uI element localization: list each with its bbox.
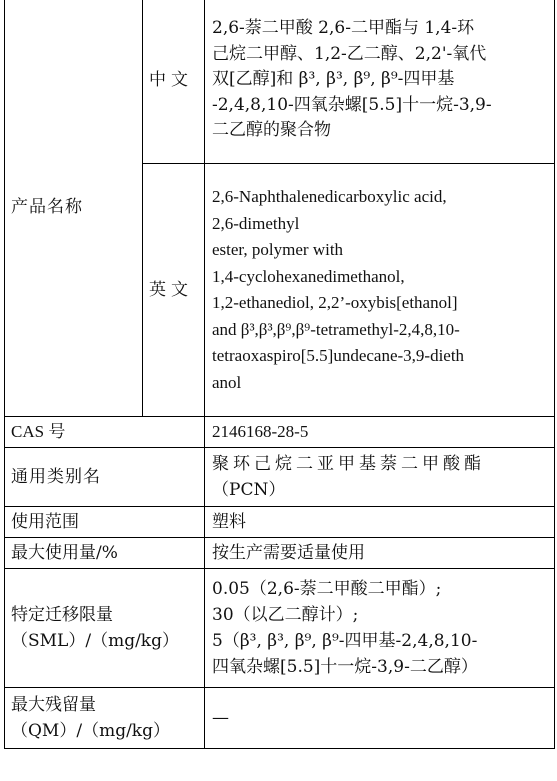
english-name-line: ester, polymer with [212,240,344,259]
english-name-line: 1,4-cyclohexanedimethanol, [212,266,405,286]
substance-info-table [4,0,555,749]
chinese-name-line: 双[乙醇]和 β³, β³, β⁹, β⁹-四甲基 [212,69,455,90]
row-max-use [5,538,555,569]
row-sml [5,569,555,688]
scope-value: 塑料 [205,507,555,538]
scope-label: 使用范围 [5,507,205,538]
english-name-value [205,164,555,417]
row-product-name-chinese [5,0,555,164]
max-use-value: 按生产需要适量使用 [205,538,555,569]
common-name-label: 通用类别名 [5,448,205,507]
english-name-line: 2,6-dimethyl [212,213,300,233]
chinese-name-line: 己烷二甲醇、1,2-乙二醇、2,2'-氧代 [212,43,487,64]
english-name-line: anol [212,372,242,392]
sml-value-line: 30（以乙二醇计）; [212,605,359,625]
chinese-name-line: 2,6-萘二甲酸 2,6-二甲酯与 1,4-环 [212,18,475,39]
common-name-value [205,448,555,507]
english-label: 英文 [143,164,205,417]
chinese-name-line: 二乙醇的聚合物 [212,120,331,141]
row-qm [5,688,555,749]
qm-label-line: 最大残留量 [11,695,96,715]
english-name-line: 1,2-ethanediol, 2,2’-oxybis[ethanol] [212,293,458,312]
english-name-line: 2,6-Naphthalenedicarboxylic acid, [212,187,447,206]
sml-value [205,569,555,688]
row-cas [5,417,555,448]
english-name-line: tetraoxaspiro[5.5]undecane-3,9-dieth [212,346,465,365]
sml-label [5,569,205,688]
row-scope [5,507,555,538]
common-name-line: （PCN） [212,480,286,500]
sml-label-line: （SML）/（mg/kg） [11,631,179,651]
product-name-label: 产品名称 [5,0,143,417]
cas-value: 2146168-28-5 [205,417,555,448]
sml-value-line: 0.05（2,6-萘二甲酸二甲酯）; [212,579,442,599]
english-name-line: and β³,β³,β⁹,β⁹-tetramethyl-2,4,8,10- [212,319,460,339]
cas-label: CAS 号 [5,417,205,448]
chinese-name-value [205,0,555,164]
chinese-name-line: -2,4,8,10-四氧杂螺[5.5]十一烷-3,9- [212,94,492,115]
qm-label [5,688,205,749]
row-common-name [5,448,555,507]
common-name-line: 聚环己烷二亚甲基萘二甲酸酯 [212,454,485,474]
sml-label-line: 特定迁移限量 [11,605,113,625]
sml-value-line: 四氧杂螺[5.5]十一烷-3,9-二乙醇） [212,657,478,677]
sml-value-line: 5（β³, β³, β⁹, β⁹-四甲基-2,4,8,10- [212,631,478,651]
qm-value: — [205,688,555,749]
qm-label-line: （QM）/（mg/kg） [11,721,170,741]
chinese-label: 中文 [143,0,205,164]
max-use-label: 最大使用量/% [5,538,205,569]
